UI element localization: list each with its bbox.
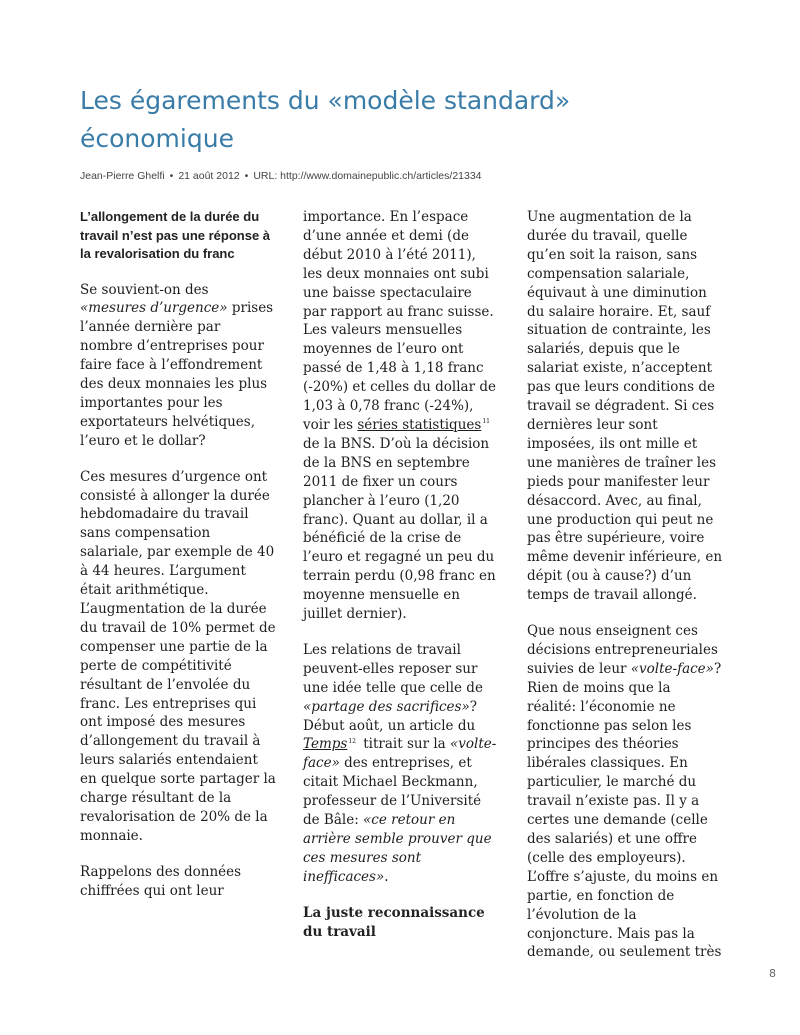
- quote: «volte-face»: [303, 736, 497, 772]
- paragraph: Les relations de travail peuvent-elles reposer sur une idée telle que celle de «partage des sacrifices»? Début août, un article du Temps$^{12}$ titrait sur la «volte-face» des entreprises, et citait Michael Beckmann, professeur de l’Université de Bâle: «ce retour en arrière semble prouver que ces mesures sont inefficaces».: [303, 641, 497, 885]
- section-subheading: La juste reconnaissance du travail: [303, 904, 485, 940]
- byline-separator: •: [244, 170, 249, 182]
- column-1: [80, 208, 276, 928]
- date: 21 août 2012: [178, 170, 240, 182]
- paragraph: Rappelons des données chiffrées qui ont leur: [80, 863, 242, 899]
- quote: «ce retour en arrière semble prouver que ces mesures sont inefficaces»: [303, 812, 492, 885]
- quote: «mesures d’urgence»: [80, 300, 228, 317]
- footnote-marker[interactable]: 12: [348, 737, 356, 745]
- column-2: [303, 208, 499, 940]
- author: Jean-Pierre Ghelfi: [80, 170, 165, 182]
- quote: «volte-face»: [630, 660, 714, 677]
- link-series-statistiques[interactable]: séries statistiques: [357, 416, 482, 433]
- paragraph: Ces mesures d’urgence ont consisté à allonger la durée hebdomadaire du travail sans compensation salariale, par exemple de 40 à 44 heures. L’argument était arithmétique.: [80, 468, 275, 599]
- article-byline: [80, 170, 720, 182]
- paragraph: Une augmentation de la durée du travail, quelle qu’en soit la raison, sans compensation salariale, équivaut à une diminution du salaire horaire. Et, sauf situation de contrainte, les salariés, depuis que le salariat existe, n’acceptent pas que leurs conditions de travail se dégradent. Si ces dernières leur sont imposées, ils ont mille et une manières de traîner les pieds pour manifester leur désaccord. Avec, au final, une production qui peut ne pas être supérieure, voire même devenir inférieure, en dépit (ou à cause?) d’un temps de travail allongé.: [527, 209, 723, 604]
- paragraph: Que nous enseignent ces décisions entrepreneuriales suivies de leur «volte-face»? Rien de moins que la réalité: l’économie ne fonctionne pas selon les principes des théories libérales classiques. En particulier, le marché du travail n’existe pas. Il y a certes une demande (celle des salariés) et une offre (celle des employeurs). L’offre s’ajuste, du moins en partie, en fonction de l’évolution de la conjoncture. Mais pas la demande, ou seulement très: [527, 623, 722, 961]
- column-3: [527, 208, 723, 961]
- link-temps[interactable]: Temps: [303, 736, 348, 753]
- footnote-marker[interactable]: 11: [482, 418, 490, 426]
- lead-heading: L’allongement de la durée du travail n’est pas une réponse à la revalorisation du franc: [80, 209, 271, 261]
- paragraph: importance. En l’espace d’une année et demi (de début 2010 à l’été 2011), les deux monnaies ont subi une baisse spectaculaire par rapport au franc suisse. Les valeurs mensuelles moyennes de l’euro ont passé de 1,48 à 1,18 franc (-20%) et celles du dollar de 1,03 à 0,78 franc (-24%), voir les séries statistiques$^{11}$ de la BNS. D’où la décision de la BNS en septembre 2011 de fixer un cours plancher à l’euro (1,20 franc). Quant au dollar, il a bénéficié de la crise de l’euro et regagné un peu du terrain perdu (0,98 franc en moyenne mensuelle en juillet dernier).: [303, 209, 496, 623]
- quote: «partage des sacrifices»: [303, 698, 470, 715]
- paragraph: Se souvient-on des «mesures d’urgence» prises l’année dernière par nombre d’entreprises pour faire face à l’effondrement des deux monnaies les plus importantes pour les exportateurs helvétiques, l’euro et le dollar?: [80, 281, 274, 449]
- page-number: 8: [769, 967, 776, 980]
- paragraph: L’augmentation de la durée du travail de 10% permet de compenser une partie de la perte de compétitivité résultant de l’envolée du franc. Les entreprises qui ont imposé des mesures d’allongement du travail à leurs salariés entendaient en quelque sorte partager la charge résultant de la revalorisation de 20% de la monnaie.: [80, 601, 276, 844]
- byline-separator: •: [169, 170, 174, 182]
- article-title: Les égarements du «modèle standard» économique: [80, 86, 571, 153]
- article-url[interactable]: URL: http://www.domainepublic.ch/articles/21334: [253, 170, 482, 182]
